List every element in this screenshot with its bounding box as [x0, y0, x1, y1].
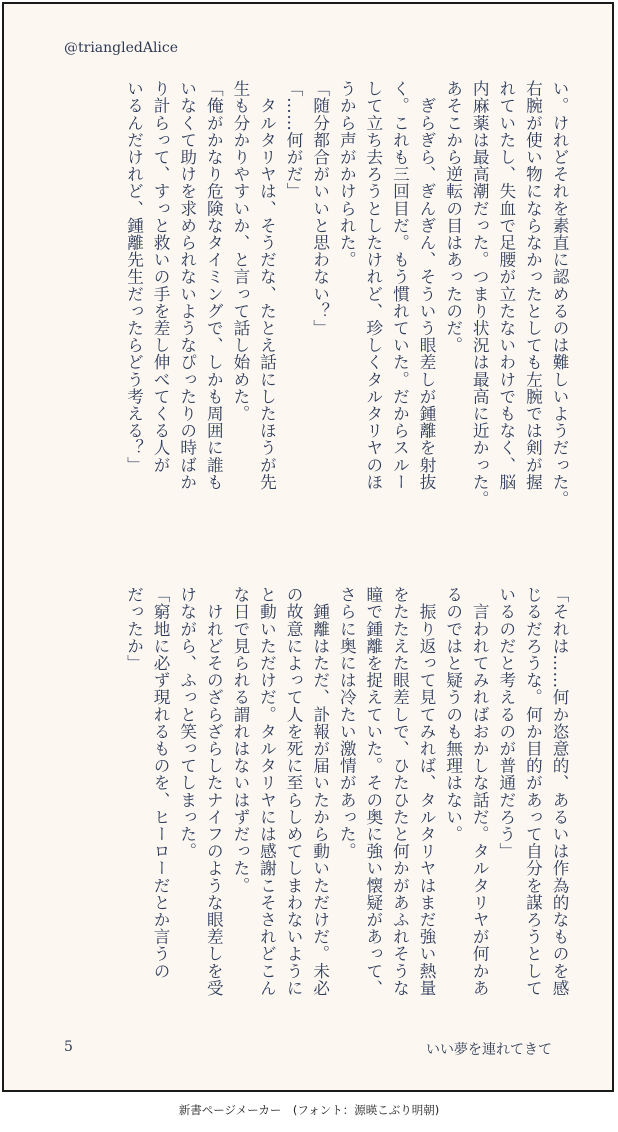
text-line: 「俺がかなり危険なタイミングで、しかも周囲に誰も	[204, 80, 224, 491]
text-line: れていたし、失血で足腰が立たないわけでもなく、脳	[496, 80, 516, 491]
text-line: あそこから逆転の目はあったのだ。	[443, 80, 463, 354]
text-line: の故意によって人を死に至らしめてしまわないように	[284, 586, 304, 997]
text-line: 内麻薬は最高潮だった。つまり状況は最高に近かった。	[470, 80, 490, 508]
text-line: うから声がかけられた。	[337, 80, 357, 269]
text-line: 「……何がだ」	[284, 80, 304, 200]
text-line: と動いただけだ。タルタリヤには感謝こそされどこん	[257, 586, 277, 997]
text-line: いるんだけれど、鍾離先生だったらどう考える？」	[124, 80, 144, 474]
text-line: だったか」	[124, 586, 144, 672]
book-page	[2, 2, 614, 1092]
text-line: ぎらぎら、ぎんぎん、そういう眼差しが鍾離を射抜	[417, 80, 437, 491]
text-line: いるのだと考えるのが普通だろう」	[496, 586, 516, 860]
text-line: さらに奥には冷たい激情があった。	[337, 586, 357, 860]
text-line: じるだろうな。何か目的があって自分を謀ろうとして	[523, 586, 543, 997]
text-line: く。これも三回目だ。もう慣れていた。だからスルー	[390, 80, 410, 491]
text-line: 瞳で鍾離を捉えていた。その奥に強い懐疑があって、	[363, 586, 383, 997]
text-line: 右腕が使い物にならなかったとしても左腕では剣が握	[523, 80, 543, 491]
text-line: 生も分かりやすいか、と言って話し始めた。	[230, 80, 250, 422]
text-line: けながら、ふっと笑ってしまった。	[177, 586, 197, 860]
text-line: 「窮地に必ず現れるものを、ヒーローだとか言うの	[151, 586, 171, 980]
text-line: 鍾離はただ、訃報が届いたから動いただけだ。未必	[310, 586, 330, 997]
text-line: 「それは……何か恣意的、あるいは作為的なものを感	[550, 586, 569, 997]
text-line: 言われてみればおかしな話だ。タルタリヤが何かあ	[470, 586, 490, 997]
text-line: い。けれどそれを素直に認めるのは難しいようだった。	[550, 80, 569, 508]
author-handle: @triangledAlice	[64, 40, 179, 56]
text-block-top	[120, 80, 572, 540]
text-line: な日で見られる謂れはないはずだった。	[230, 586, 250, 894]
text-line: り計らって、すっと救いの手を差し伸べてくる人が	[151, 80, 171, 474]
text-line: タルタリヤは、そうだな、たとえ話にしたほうが先	[257, 80, 277, 491]
generator-credit: 新書ページメーカー (フォント：源暎こぶり明朝)	[178, 1103, 440, 1117]
book-title: いい夢を連れてきて	[426, 1042, 552, 1058]
text-line: をたたえた眼差しで、ひたひたと何かがあふれそうな	[390, 586, 410, 997]
text-block-bottom	[120, 586, 572, 1006]
text-line: いなくて助けを求められないようなぴったりの時ばか	[177, 80, 197, 491]
text-line: 振り返って見てみれば、タルタリヤはまだ強い熱量	[417, 586, 437, 997]
text-line: けれどそのざらざらしたナイフのような眼差しを受	[204, 586, 224, 997]
text-line: るのではと疑うのも無理はない。	[443, 586, 463, 843]
text-line: 「随分都合がいいと思わない？」	[310, 80, 330, 337]
page-number: 5	[64, 1039, 73, 1055]
text-line: して立ち去ろうとしたけれど、珍しくタルタリヤのほ	[363, 80, 383, 491]
